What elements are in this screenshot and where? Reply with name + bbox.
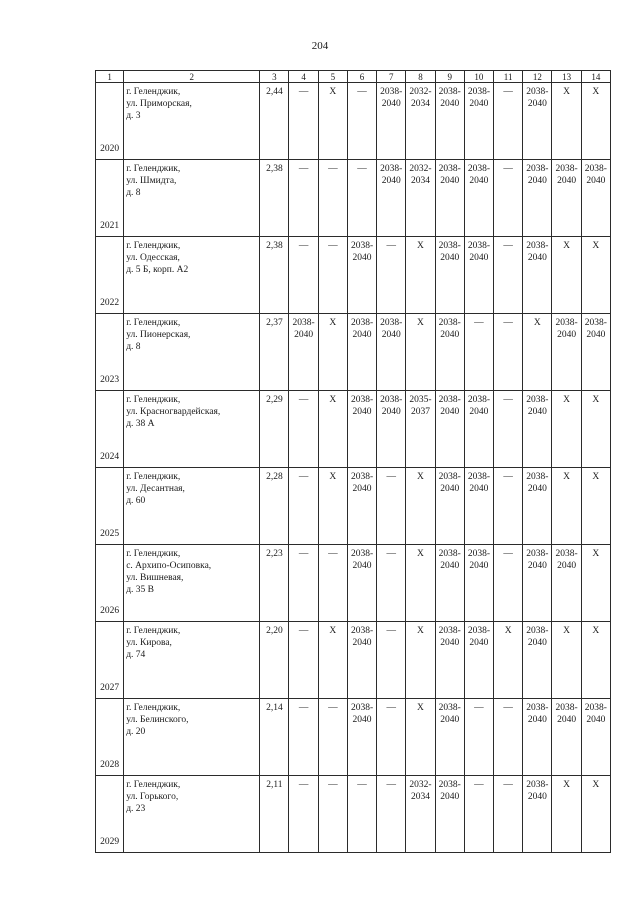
schedule-cell: 2038- 2040 [581, 314, 610, 391]
address-cell [124, 468, 260, 545]
schedule-cell: 2038- 2040 [523, 468, 552, 545]
schedule-cell: 2032- 2034 [406, 83, 435, 160]
schedule-cell: — [377, 237, 406, 314]
address-line: г. Геленджик, [126, 395, 181, 405]
address-line: д. 8 [126, 342, 141, 352]
schedule-cell: — [318, 699, 347, 776]
table-row [96, 314, 611, 391]
schedule-cell: 2038- 2040 [347, 622, 376, 699]
schedule-cell: X [552, 83, 581, 160]
address-line: ул. Горького, [126, 792, 179, 802]
schedule-cell: 2038- 2040 [435, 83, 464, 160]
area-cell: 2,14 [260, 699, 289, 776]
schedule-cell: 2038- 2040 [523, 622, 552, 699]
address-cell [124, 237, 260, 314]
address-line: г. Геленджик, [126, 472, 181, 482]
address-line: г. Геленджик, [126, 626, 181, 636]
schedule-cell: 2038- 2040 [347, 545, 376, 622]
schedule-cell: — [289, 545, 318, 622]
schedule-cell: X [552, 468, 581, 545]
column-number-header: 13 [552, 71, 581, 83]
area-cell: 2,29 [260, 391, 289, 468]
column-number-header: 1 [96, 71, 124, 83]
address-line: д. 74 [126, 650, 146, 660]
column-number-header: 9 [435, 71, 464, 83]
schedule-cell: X [318, 391, 347, 468]
schedule-cell: X [523, 314, 552, 391]
schedule-cell: 2038- 2040 [523, 83, 552, 160]
schedule-cell: — [289, 160, 318, 237]
schedule-cell: 2032- 2034 [406, 776, 435, 853]
table-row [96, 622, 611, 699]
address-line: ул. Шмидта, [126, 176, 177, 186]
schedule-cell: X [318, 314, 347, 391]
schedule-cell: — [289, 391, 318, 468]
schedule-cell: 2038- 2040 [347, 391, 376, 468]
address-line: д. 23 [126, 804, 146, 814]
schedule-cell: 2038- 2040 [464, 468, 493, 545]
schedule-cell: 2038- 2040 [435, 699, 464, 776]
schedule-cell: 2038- 2040 [435, 237, 464, 314]
address-cell [124, 314, 260, 391]
schedule-cell: 2038- 2040 [581, 160, 610, 237]
column-number-header: 3 [260, 71, 289, 83]
schedule-cell: — [494, 83, 523, 160]
schedule-cell: — [494, 545, 523, 622]
schedule-cell: 2038- 2040 [552, 545, 581, 622]
address-line: г. Геленджик, [126, 87, 181, 97]
row-number: 2024 [96, 391, 124, 468]
schedule-cell: — [464, 776, 493, 853]
schedule-cell: 2038- 2040 [552, 699, 581, 776]
column-number-header: 6 [347, 71, 376, 83]
schedule-cell: X [406, 468, 435, 545]
schedule-cell: — [494, 237, 523, 314]
column-number-header: 5 [318, 71, 347, 83]
schedule-cell: 2038- 2040 [464, 545, 493, 622]
schedule-cell: X [581, 391, 610, 468]
schedule-cell: X [318, 83, 347, 160]
schedule-cell: — [494, 776, 523, 853]
row-number: 2029 [96, 776, 124, 853]
schedule-cell: 2038- 2040 [377, 83, 406, 160]
schedule-cell: X [581, 622, 610, 699]
schedule-cell: X [581, 83, 610, 160]
address-line: г. Геленджик, [126, 549, 181, 559]
schedule-cell: 2038- 2040 [377, 160, 406, 237]
schedule-cell: — [289, 699, 318, 776]
schedule-cell: — [318, 776, 347, 853]
address-cell [124, 699, 260, 776]
address-line: г. Геленджик, [126, 318, 181, 328]
schedule-cell: 2038- 2040 [464, 622, 493, 699]
schedule-cell: 2038- 2040 [464, 237, 493, 314]
schedule-cell: — [289, 237, 318, 314]
schedule-cell: 2038- 2040 [377, 391, 406, 468]
schedule-cell: 2038- 2040 [347, 237, 376, 314]
address-line: д. 8 [126, 188, 141, 198]
schedule-cell: 2038- 2040 [464, 83, 493, 160]
address-line: ул. Белинского, [126, 715, 189, 725]
schedule-cell: X [552, 776, 581, 853]
address-line: д. 3 [126, 111, 141, 121]
address-cell [124, 545, 260, 622]
schedule-cell: X [406, 622, 435, 699]
schedule-cell: 2038- 2040 [289, 314, 318, 391]
address-line: г. Геленджик, [126, 164, 181, 174]
address-cell [124, 622, 260, 699]
address-line: г. Геленджик, [126, 780, 181, 790]
schedule-cell: — [347, 776, 376, 853]
column-number-header: 12 [523, 71, 552, 83]
address-line: г. Геленджик, [126, 703, 181, 713]
schedule-cell: 2032- 2034 [406, 160, 435, 237]
address-line: ул. Десантная, [126, 484, 185, 494]
schedule-cell: 2038- 2040 [347, 699, 376, 776]
schedule-cell: 2038- 2040 [523, 391, 552, 468]
table-row [96, 83, 611, 160]
schedule-cell: X [318, 622, 347, 699]
area-cell: 2,44 [260, 83, 289, 160]
schedule-cell: X [406, 699, 435, 776]
area-cell: 2,28 [260, 468, 289, 545]
table-row [96, 545, 611, 622]
table-row [96, 699, 611, 776]
area-cell: 2,23 [260, 545, 289, 622]
row-number: 2020 [96, 83, 124, 160]
schedule-cell: — [464, 699, 493, 776]
schedule-cell: 2038- 2040 [347, 314, 376, 391]
column-number-header: 14 [581, 71, 610, 83]
table-row [96, 391, 611, 468]
schedule-cell: 2038- 2040 [523, 699, 552, 776]
area-cell: 2,37 [260, 314, 289, 391]
schedule-cell: 2038- 2040 [523, 776, 552, 853]
schedule-cell: — [318, 545, 347, 622]
area-cell: 2,38 [260, 237, 289, 314]
schedule-cell: 2038- 2040 [464, 391, 493, 468]
schedule-cell: — [347, 160, 376, 237]
row-number: 2023 [96, 314, 124, 391]
column-number-header: 11 [494, 71, 523, 83]
schedule-cell: — [494, 314, 523, 391]
table-row [96, 776, 611, 853]
row-number: 2021 [96, 160, 124, 237]
address-line: д. 60 [126, 496, 146, 506]
schedule-cell: — [289, 468, 318, 545]
housing-repair-schedule-table [95, 70, 611, 853]
schedule-cell: X [494, 622, 523, 699]
schedule-cell: — [377, 622, 406, 699]
schedule-cell: — [464, 314, 493, 391]
schedule-cell: — [318, 237, 347, 314]
column-number-header: 2 [124, 71, 260, 83]
schedule-cell: 2038- 2040 [377, 314, 406, 391]
schedule-cell: X [581, 545, 610, 622]
address-line: г. Геленджик, [126, 241, 181, 251]
schedule-cell: — [289, 83, 318, 160]
schedule-cell: — [289, 776, 318, 853]
table-row [96, 468, 611, 545]
schedule-cell: — [494, 391, 523, 468]
table-row [96, 160, 611, 237]
address-cell [124, 160, 260, 237]
schedule-cell: 2038- 2040 [347, 468, 376, 545]
address-line: д. 20 [126, 727, 146, 737]
address-line: д. 5 Б, корп. А2 [126, 265, 189, 275]
column-number-header: 8 [406, 71, 435, 83]
table-row [96, 237, 611, 314]
schedule-cell: 2038- 2040 [435, 545, 464, 622]
address-cell [124, 391, 260, 468]
schedule-cell: X [406, 314, 435, 391]
row-number: 2022 [96, 237, 124, 314]
schedule-cell: 2035- 2037 [406, 391, 435, 468]
address-cell [124, 776, 260, 853]
address-line: ул. Одесская, [126, 253, 180, 263]
page-number: 204 [311, 40, 329, 52]
schedule-cell: 2038- 2040 [435, 391, 464, 468]
schedule-cell: — [377, 699, 406, 776]
schedule-cell: 2038- 2040 [435, 622, 464, 699]
schedule-cell: 2038- 2040 [435, 776, 464, 853]
schedule-cell: 2038- 2040 [523, 160, 552, 237]
schedule-cell: 2038- 2040 [552, 314, 581, 391]
schedule-cell: X [552, 391, 581, 468]
schedule-cell: — [494, 468, 523, 545]
schedule-cell: — [318, 160, 347, 237]
schedule-cell: X [581, 237, 610, 314]
address-line: ул. Красногвардейская, [126, 407, 221, 417]
schedule-cell: X [581, 468, 610, 545]
address-line: ул. Приморская, [126, 99, 192, 109]
row-number: 2028 [96, 699, 124, 776]
schedule-cell: — [377, 468, 406, 545]
schedule-cell: — [377, 776, 406, 853]
schedule-cell: 2038- 2040 [523, 237, 552, 314]
schedule-cell: — [347, 83, 376, 160]
address-line: д. 35 В [126, 585, 155, 595]
schedule-cell: X [406, 237, 435, 314]
address-line: ул. Вишневая, [126, 573, 184, 583]
column-number-header: 4 [289, 71, 318, 83]
schedule-cell: 2038- 2040 [552, 160, 581, 237]
schedule-cell: 2038- 2040 [523, 545, 552, 622]
schedule-cell: 2038- 2040 [464, 160, 493, 237]
column-number-header-row [96, 71, 611, 83]
schedule-cell: 2038- 2040 [435, 314, 464, 391]
address-line: с. Архипо-Осиповка, [126, 561, 212, 571]
area-cell: 2,20 [260, 622, 289, 699]
address-line: ул. Пионерская, [126, 330, 191, 340]
schedule-cell: — [289, 622, 318, 699]
column-number-header: 10 [464, 71, 493, 83]
schedule-cell: 2038- 2040 [435, 160, 464, 237]
schedule-cell: X [552, 237, 581, 314]
schedule-cell: 2038- 2040 [435, 468, 464, 545]
schedule-cell: X [406, 545, 435, 622]
schedule-cell: X [552, 622, 581, 699]
row-number: 2026 [96, 545, 124, 622]
schedule-cell: — [377, 545, 406, 622]
area-cell: 2,38 [260, 160, 289, 237]
schedule-cell: X [581, 776, 610, 853]
schedule-cell: X [318, 468, 347, 545]
schedule-cell: 2038- 2040 [581, 699, 610, 776]
schedule-cell: — [494, 160, 523, 237]
address-line: ул. Кирова, [126, 638, 172, 648]
row-number: 2025 [96, 468, 124, 545]
area-cell: 2,11 [260, 776, 289, 853]
address-cell [124, 83, 260, 160]
address-line: д. 38 А [126, 419, 155, 429]
schedule-cell: — [494, 699, 523, 776]
column-number-header: 7 [377, 71, 406, 83]
row-number: 2027 [96, 622, 124, 699]
